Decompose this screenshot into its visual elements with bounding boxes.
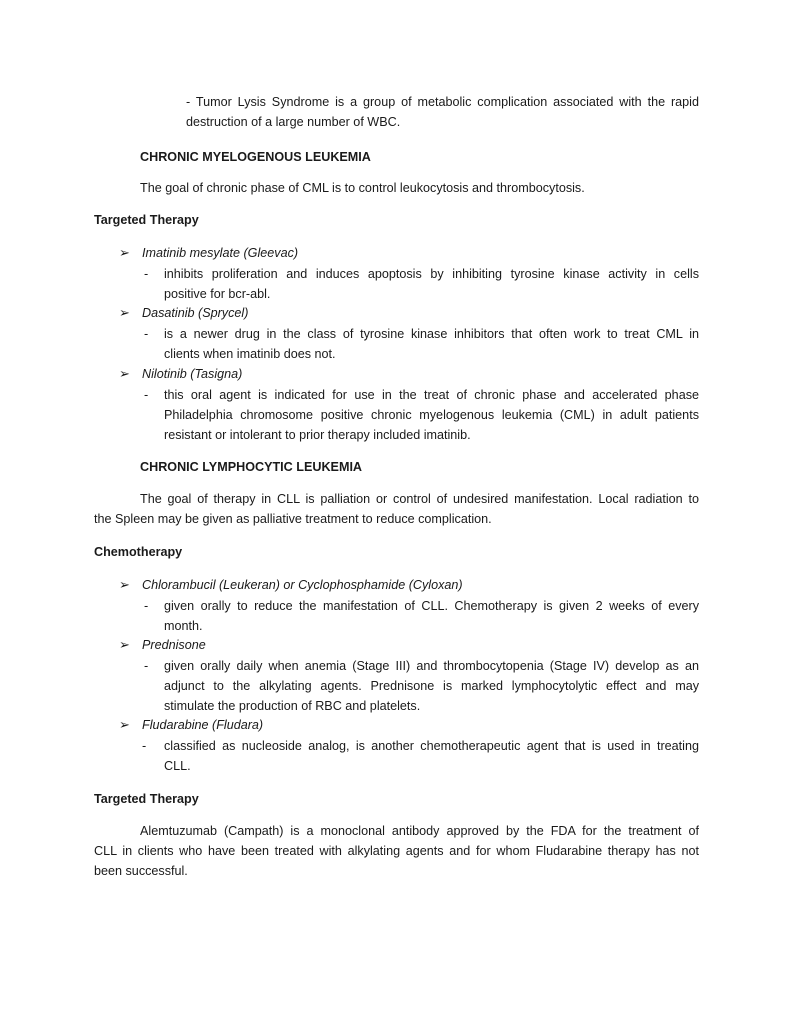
alemtuzumab-line-1: Alemtuzumab (Campath) is a monoclonal antibody approved by the FDA for the treatment of [140, 824, 699, 838]
prednisone-line-3: stimulate the production of RBC and platelets. [164, 699, 421, 713]
drug-imatinib: Imatinib mesylate (Gleevac) [142, 246, 299, 260]
bullet-icon: ➢ [119, 366, 130, 381]
dasatinib-line-1: is a newer drug in the class of tyrosine kinase inhibitors that often work to treat CML in [164, 327, 699, 341]
cll-chemo-heading: Chemotherapy [94, 545, 183, 559]
cll-goal-line-2: the Spleen may be given as palliative treatment to reduce complication. [94, 512, 492, 526]
dash-icon: - [144, 267, 149, 281]
chlorambucil-line-1: given orally to reduce the manifestation of CLL. Chemotherapy is given 2 weeks of every [164, 599, 699, 613]
cml-targeted-heading: Targeted Therapy [94, 213, 199, 227]
cll-targeted-heading: Targeted Therapy [94, 792, 199, 806]
bullet-icon: ➢ [119, 245, 130, 260]
imatinib-line-1: inhibits proliferation and induces apoptosis by inhibiting tyrosine kinase activity in cells [164, 267, 699, 281]
cml-heading: CHRONIC MYELOGENOUS LEUKEMIA [140, 150, 371, 164]
drug-fludarabine: Fludarabine (Fludara) [142, 718, 264, 732]
nilotinib-line-2: Philadelphia chromosome positive chronic myelogenous leukemia (CML) in adult patients [164, 408, 699, 422]
dash-icon: - [142, 739, 147, 753]
bullet-icon: ➢ [119, 305, 130, 320]
nilotinib-line-3: resistant or intolerant to prior therapy included imatinib. [164, 428, 471, 442]
dasatinib-line-2: clients when imatinib does not. [164, 347, 336, 361]
cll-goal-line-1: The goal of therapy in CLL is palliation or control of undesired manifestation. Local radiation to [140, 492, 699, 506]
drug-chlorambucil: Chlorambucil (Leukeran) or Cyclophosphamide (Cyloxan) [142, 578, 463, 592]
drug-nilotinib: Nilotinib (Tasigna) [142, 367, 243, 381]
dash-icon: - [144, 599, 149, 613]
cml-goal: The goal of chronic phase of CML is to control leukocytosis and thrombocytosis. [140, 181, 585, 195]
bullet-icon: ➢ [119, 577, 130, 592]
dash-icon: - [144, 388, 149, 402]
drug-prednisone: Prednisone [142, 638, 206, 652]
fludarabine-line-2: CLL. [164, 759, 191, 773]
chlorambucil-line-2: month. [164, 619, 203, 633]
prednisone-line-1: given orally daily when anemia (Stage III) and thrombocytopenia (Stage IV) develop as an [164, 659, 699, 673]
fludarabine-line-1: classified as nucleoside analog, is another chemotherapeutic agent that is used in treating [164, 739, 699, 753]
tls-line-2: destruction of a large number of WBC. [186, 115, 401, 129]
cll-heading: CHRONIC LYMPHOCYTIC LEUKEMIA [140, 460, 363, 474]
alemtuzumab-line-2: CLL in clients who have been treated with alkylating agents and for whom Fludarabine therapy has not [94, 844, 699, 858]
alemtuzumab-line-3: been successful. [94, 864, 188, 878]
nilotinib-line-1: this oral agent is indicated for use in the treat of chronic phase and accelerated phase [164, 388, 699, 402]
bullet-icon: ➢ [119, 637, 130, 652]
prednisone-line-2: adjunct to the alkylating agents. Prednisone is marked lymphocytolytic effect and may [164, 679, 699, 693]
dash-icon: - [144, 659, 149, 673]
bullet-icon: ➢ [119, 717, 130, 732]
tls-line-1: - Tumor Lysis Syndrome is a group of metabolic complication associated with the rapid [186, 95, 699, 109]
drug-dasatinib: Dasatinib (Sprycel) [142, 306, 249, 320]
dash-icon: - [144, 327, 149, 341]
imatinib-line-2: positive for bcr-abl. [164, 287, 271, 301]
